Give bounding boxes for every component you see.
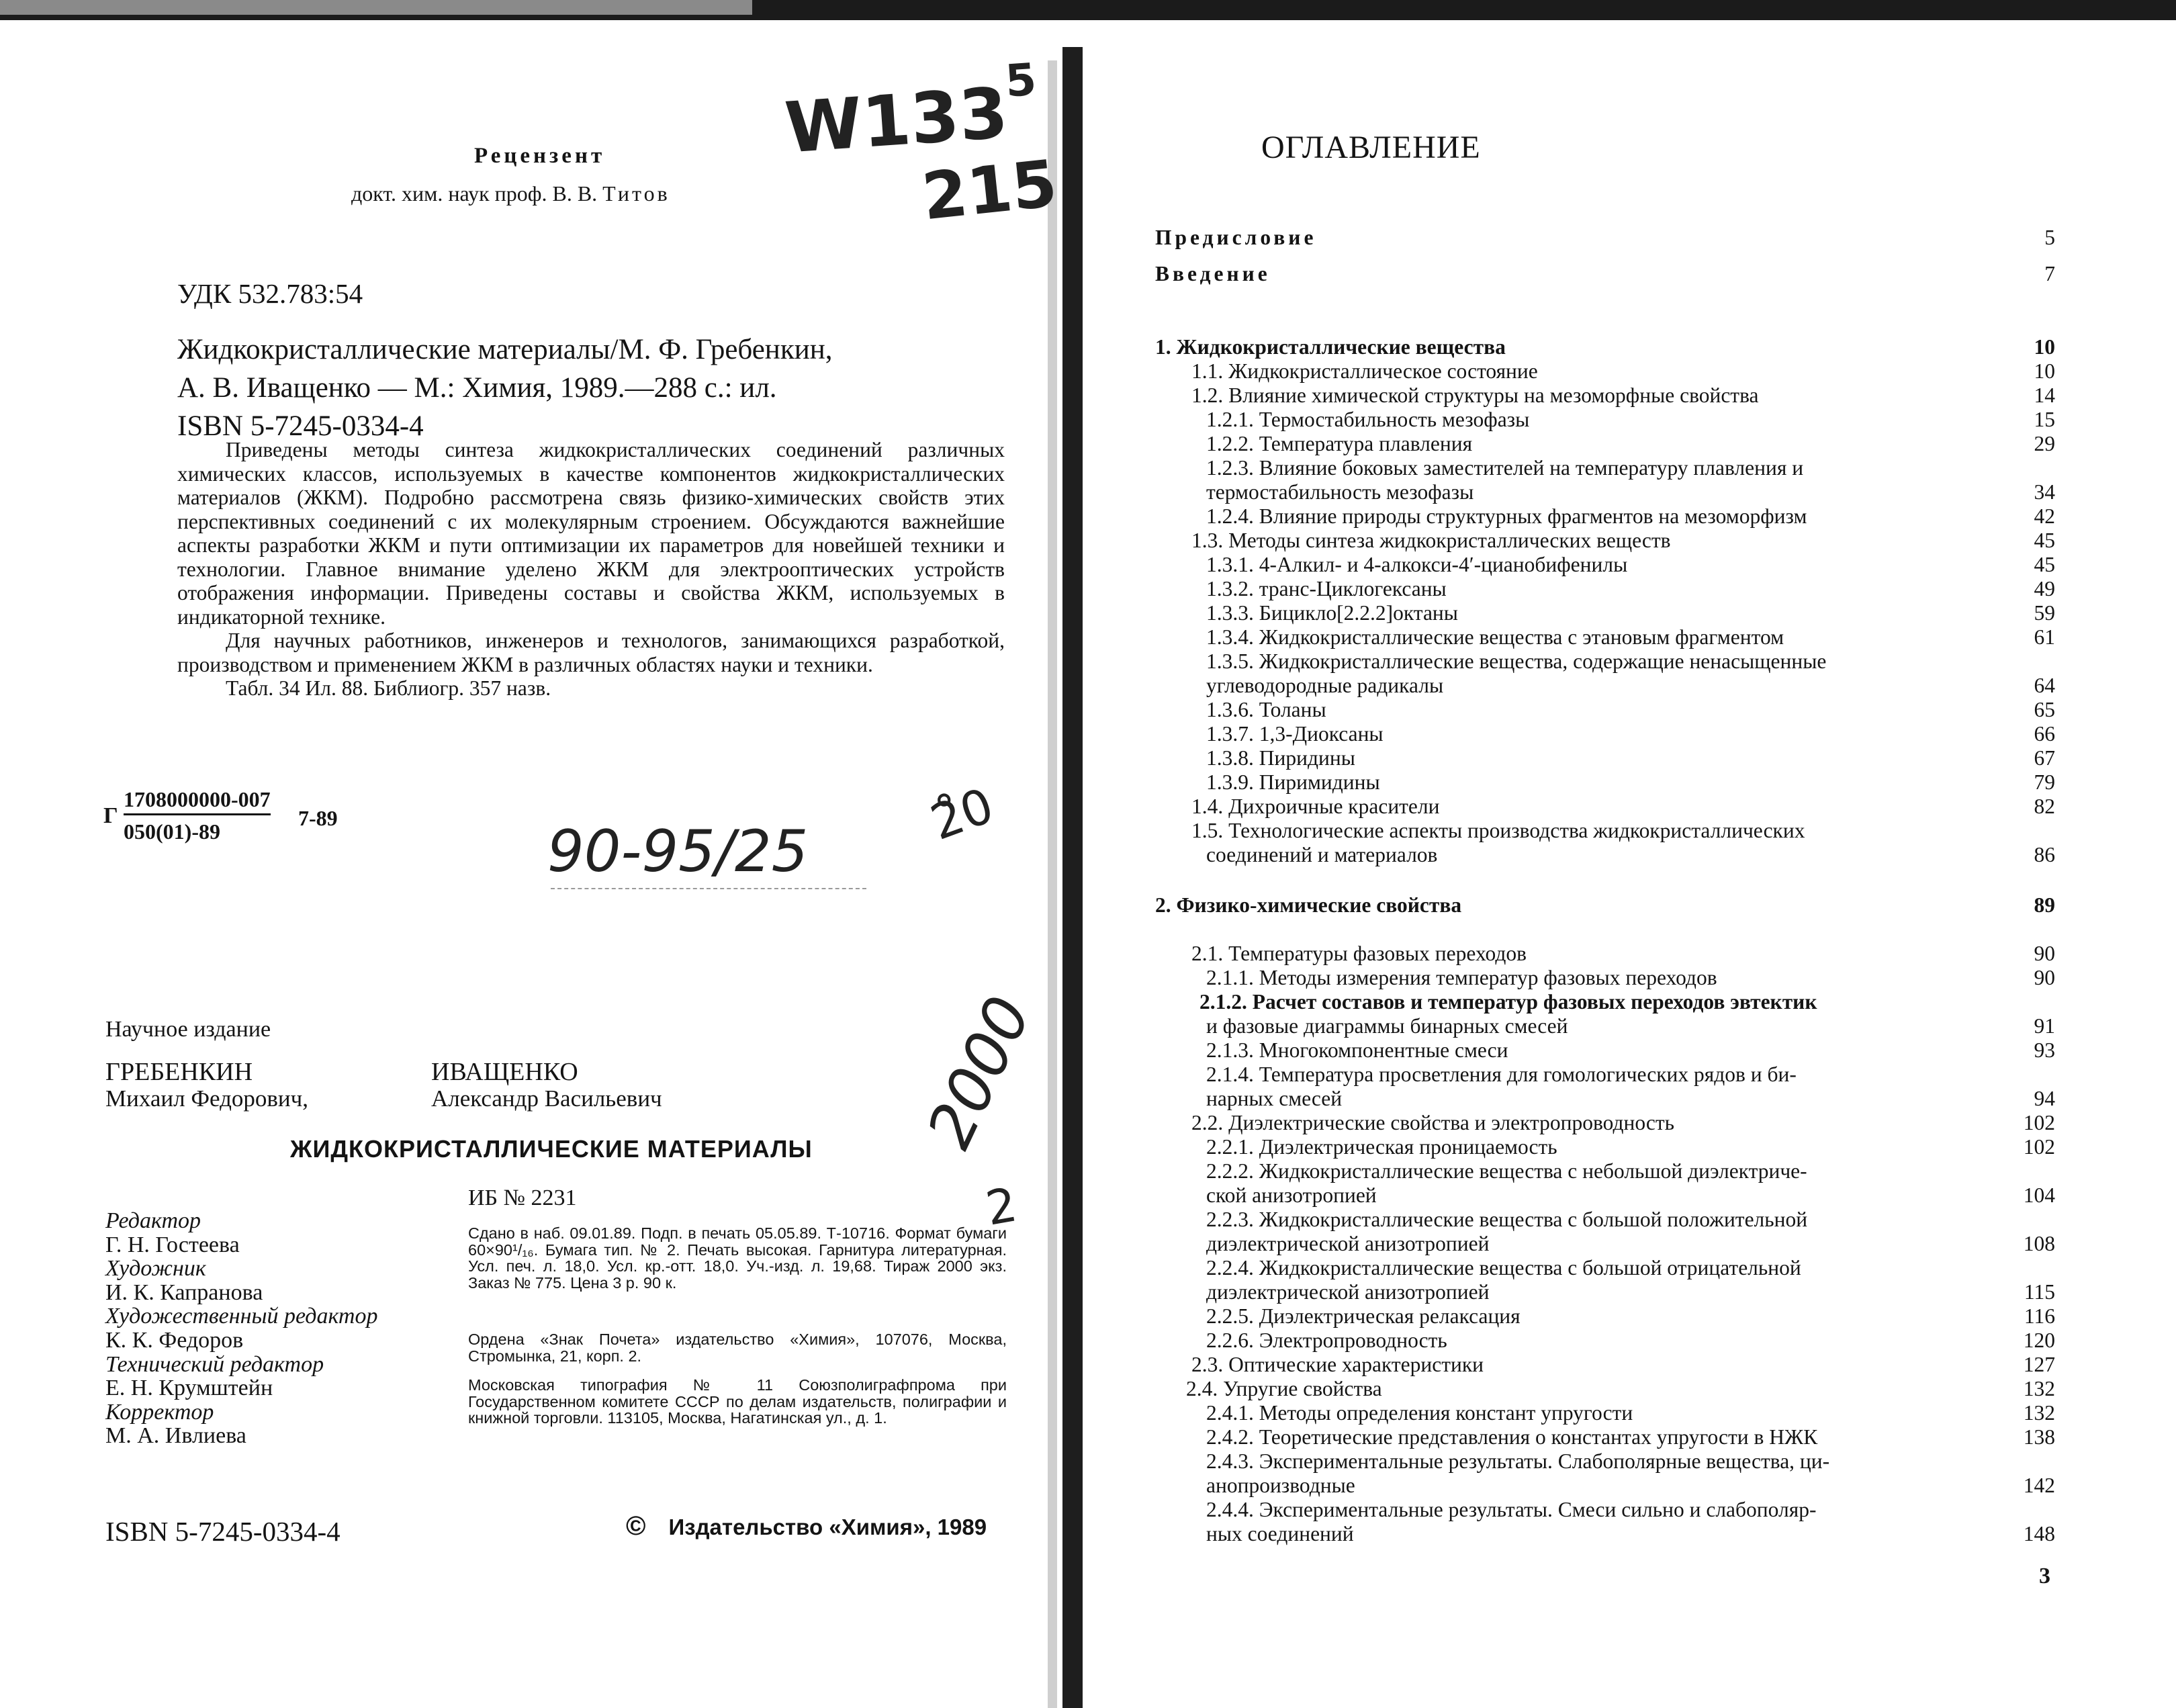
spine-shadow xyxy=(1048,60,1057,1708)
reviewer-surname: Титов xyxy=(602,181,670,206)
staff-role: Художественный редактор xyxy=(105,1304,378,1329)
staff-name: Е. Н. Крумштейн xyxy=(105,1376,273,1401)
annotation xyxy=(177,438,1005,701)
annotation-paragraph-2: Для научных работников, инженеров и технологов, занимающихся разработкой, производством и применением ЖКМ в различных областях науки и техники. xyxy=(177,629,1005,676)
staff-name: М. А. Ивлиева xyxy=(105,1423,246,1449)
reviewer-heading: Рецензент xyxy=(474,144,606,168)
annotation-paragraph-3: Табл. 34 Ил. 88. Библиогр. 357 назв. xyxy=(226,676,551,700)
scan-top-border-light xyxy=(0,0,752,15)
copyright xyxy=(626,1511,987,1541)
print-info: Сдано в наб. 09.01.89. Подп. в печать 05.05.89. Т-10716. Формат бумаги 60×90¹/₁₆. Бумага тип. № 2. Печать высокая. Гарнитура литературная. Усл. печ. л. 18,0. Усл. кр.-отт. 18,0. Уч.-изд. л. 19,68. Тираж 2000 экз. Заказ № 775. Цена 3 р. 90 к. xyxy=(468,1224,1007,1292)
catalog-code-denominator: 050(01)-89 xyxy=(124,819,220,844)
bibliographic-description xyxy=(177,330,1003,445)
staff-role: Корректор xyxy=(105,1399,214,1425)
author1-last: ГРЕБЕНКИН xyxy=(105,1058,253,1086)
publisher-info: Ордена «Знак Почета» издательство «Химия», 107076, Москва, Стромынка, 21, корп. 2. xyxy=(468,1331,1007,1365)
toc-heading: ОГЛАВЛЕНИЕ xyxy=(1261,130,1481,165)
handwritten-side-note: 2000 xyxy=(913,985,1045,1159)
catalog-code-numerator: 1708000000-007 xyxy=(124,787,271,815)
handwritten-inventory-number: $W133^5$ xyxy=(782,54,1038,169)
catalog-code-suffix: 7-89 xyxy=(298,806,338,830)
staff-list xyxy=(105,1209,377,1448)
copyright-text: Издательство «Химия», 1989 xyxy=(668,1515,987,1539)
biblio-line-2: А. В. Иващенко — М.: Химия, 1989.—288 с.: ил. xyxy=(177,372,777,404)
page-number: 3 xyxy=(2039,1564,2050,1588)
staff-role: Художник xyxy=(105,1256,206,1282)
biblio-line-1: Жидкокристаллические материалы/М. Ф. Гребенкин, xyxy=(177,334,833,365)
handwritten-number: 90-95/25 xyxy=(547,818,809,885)
staff-name: Г. Н. Гостеева xyxy=(105,1232,240,1257)
udk-code: УДК 532.783:54 xyxy=(177,278,363,309)
handwritten-mark: 2̊0 xyxy=(923,776,1001,851)
handwritten-side-note-2: 2 xyxy=(982,1177,1022,1237)
copyright-symbol: © xyxy=(626,1511,646,1541)
author2-first: Александр Васильевич xyxy=(431,1085,662,1112)
annotation-paragraph-1: Приведены методы синтеза жидкокристаллических соединений различных химических классов, используемых в качестве компонентов жидкокристаллических материалов (ЖКМ). Подробно рассмотрена связь физико-химических свойств этих перспективных соединений с их молекулярным строением. Обсуждаются важнейшие аспекты разработки ЖКМ и пути оптимизации их параметров для новейшей техники и технологии. Главное внимание уделено ЖКМ для электрооптических устройств отображения информации. Приведены составы и свойства ЖКМ, используемых в индикаторной технике. xyxy=(177,438,1005,629)
printer-info: Московская типография № 11 Союзполиграфпрома при Государственном комитете СССР по делам издательств, полиграфии и книжной торговли. 113105, Москва, Нагатинская ул., д. 1. xyxy=(468,1376,1007,1427)
edition-type: Научное издание xyxy=(105,1017,271,1042)
ib-number: ИБ № 2231 xyxy=(468,1185,577,1210)
author1-first: Михаил Федорович, xyxy=(105,1085,309,1112)
book-spine xyxy=(1062,47,1083,1708)
staff-role: Технический редактор xyxy=(105,1351,324,1377)
reviewer-line xyxy=(351,181,670,206)
dashed-rule xyxy=(551,888,866,889)
biblio-line-3: ISBN 5-7245-0334-4 xyxy=(177,410,424,442)
staff-role: Редактор xyxy=(105,1208,201,1233)
reviewer-prefix: докт. хим. наук проф. В. В. xyxy=(351,181,598,206)
staff-name: И. К. Капранова xyxy=(105,1279,263,1305)
handwritten-inventory-sub: 215 xyxy=(919,146,1060,235)
author2-last: ИВАЩЕНКО xyxy=(431,1058,578,1086)
catalog-code-prefix: Г xyxy=(103,803,118,828)
staff-name: К. К. Федоров xyxy=(105,1327,244,1353)
book-title: ЖИДКОКРИСТАЛЛИЧЕСКИЕ МАТЕРИАЛЫ xyxy=(290,1135,813,1163)
isbn-footer: ISBN 5-7245-0334-4 xyxy=(105,1516,341,1547)
